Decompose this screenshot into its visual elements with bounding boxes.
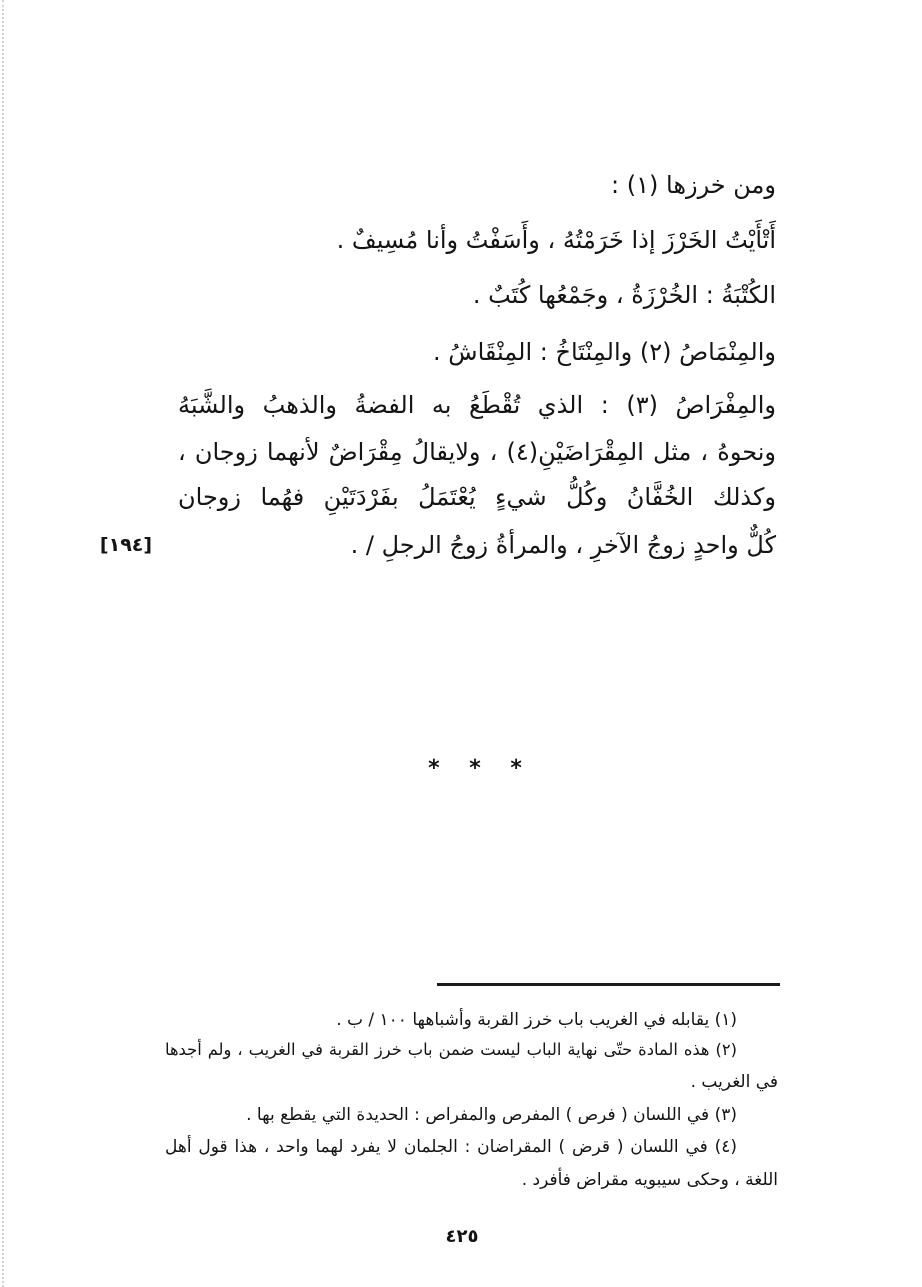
footnote-divider [437,983,780,986]
main-text-line [178,432,776,472]
main-text-line-content: والمِفْرَاصُ (٣) : الذي تُقْطَعُ به الفضةُ والذهبُ والشَّبَهُ [178,391,776,419]
main-text-line-content: كُلٌّ واحدٍ زوجُ الآخرِ ، والمرأةُ زوجُ الرجلِ / . [350,531,776,559]
main-text-line [178,275,776,315]
section-separator-stars: * * * [428,756,522,781]
footnote-line-content: (١) يقابله في الغريب باب خرز القربة وأشباهها ١٠٠ / ب . [336,1010,737,1030]
main-text-line-content: أَتْأَيْتُ الخَرْزَ إذا خَرَمْتُهُ ، وأَسَفْتُ وأنا مُسِيفٌ . [336,226,776,254]
main-text-line [178,332,776,372]
main-text-line-content: ومن خرزها (١) : [611,171,776,199]
footnote-line-content: (٢) هذه المادة حتّى نهاية الباب ليست ضمن باب خرز القربة في الغريب ، ولم أجدها [165,1040,737,1059]
page-number: ٤٢٥ [445,1226,479,1247]
scan-edge [2,0,4,1287]
footnote-line-content: في الغريب . [690,1072,778,1092]
main-text-line [178,220,776,260]
footnote-line-content: (٣) في اللسان ( فرص ) المفرص والمفراص : الحديدة التي يقطع بها . [246,1105,737,1125]
main-text-line [178,525,776,565]
main-text-line [178,385,776,425]
footnote-line-content: (٤) في اللسان ( قرض ) المقراضان : الجلمان لا يفرد لهما واحد ، هذا قول أهل [165,1137,737,1157]
footnote-line [165,1006,737,1034]
footnote-line [165,1133,737,1161]
main-text-line-content: والمِنْمَاصُ (٢) والمِنْتَاخُ : المِنْقَاشُ . [433,338,776,366]
footnote-continuation-line [178,1068,778,1096]
footnote-line [165,1101,737,1129]
main-text-line [178,477,776,517]
main-text-line-content: الكُتْبَةُ : الخُرْزَةُ ، وجَمْعُها كُتَبٌ . [472,281,776,309]
footnote-line [165,1036,737,1064]
manuscript-page-marker: [١٩٤] [99,534,153,556]
footnote-line-content: اللغة ، وحكى سيبويه مقراض فأفرد . [521,1170,778,1190]
main-text-line [178,165,776,205]
main-text-line-content: وكذلك الخُفَّانُ وكُلُّ شيءٍ يُعْتَمَلُ بفَرْدَتَيْنِ فهُما زوجان [178,483,776,511]
footnote-continuation-line [178,1166,778,1194]
main-text-line-content: ونحوهُ ، مثل المِقْرَاضَيْنِ(٤) ، ولايقالُ مِقْرَاضٌ لأنهما زوجان ، [178,438,776,466]
